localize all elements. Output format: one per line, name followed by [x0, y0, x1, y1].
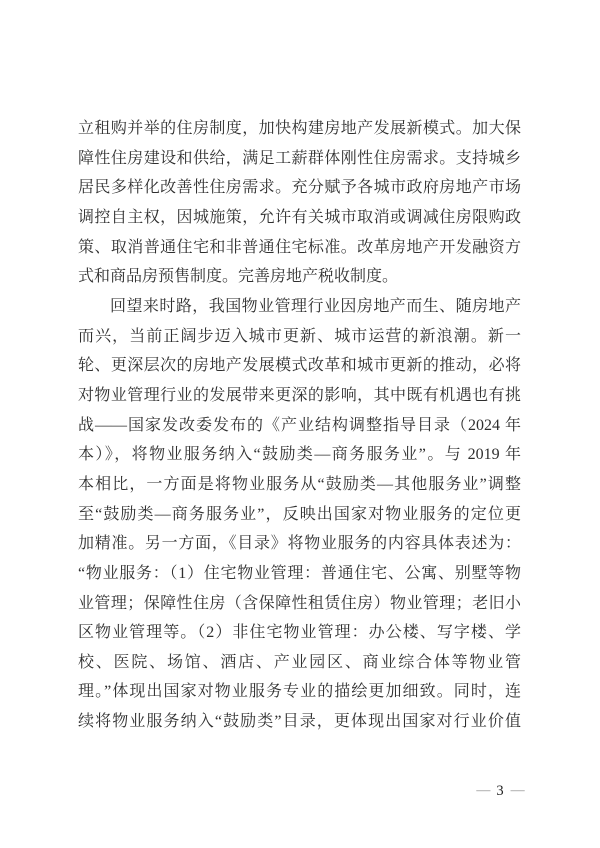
text-line: 至“鼓励类—商务服务业”，反映出国家对物业服务的定位更: [78, 505, 521, 523]
page-number: 3: [496, 783, 504, 799]
text-line: 对物业管理行业的发展带来更深的影响，其中既有机遇也有挑: [78, 386, 521, 404]
text-line: 加精准。另一方面，《目录》将物业服务的内容具体表述为：: [78, 535, 521, 553]
text-line: 理。”体现出国家对物业服务专业的描绘更加细致。同时，连: [78, 683, 521, 701]
text-line: 式和商品房预售制度。完善房地产税收制度。: [78, 268, 399, 286]
text-line: 策、取消普通住宅和非普通住宅标准。改革房地产开发融资方: [78, 238, 521, 256]
text-line: 调控自主权，因城施策，允许有关城市取消或调减住房限购政: [78, 208, 521, 226]
text-line: 障性住房建设和供给，满足工薪群体刚性住房需求。支持城乡: [78, 149, 521, 167]
text-line: 业管理；保障性住房（含保障性租赁住房）物业管理；老旧小: [78, 594, 521, 612]
text-line: “物业服务：（1）住宅物业管理：普通住宅、公寓、别墅等物: [78, 564, 521, 582]
text-line: 续将物业服务纳入“鼓励类”目录，更体现出国家对行业价值: [78, 713, 521, 731]
text-line: 居民多样化改善性住房需求。充分赋予各城市政府房地产市场: [78, 179, 521, 197]
text-line: 回望来时路，我国物业管理行业因房地产而生、随房地产: [110, 297, 521, 315]
text-line: 校、医院、场馆、酒店、产业园区、商业综合体等物业管: [78, 653, 521, 671]
document-body: [78, 114, 521, 737]
text-line: 立租购并举的住房制度，加快构建房地产发展新模式。加大保: [78, 120, 521, 137]
page-number-dash-left: —: [476, 783, 490, 798]
text-line: 本相比，一方面是将物业服务从“鼓励类—其他服务业”调整: [78, 475, 521, 493]
text-line: 战——国家发改委发布的《产业结构调整指导目录（2024 年: [78, 416, 521, 434]
text-line: 区物业管理等。（2）非住宅物业管理：办公楼、写字楼、学: [78, 624, 521, 642]
text-line: 本）》，将物业服务纳入“鼓励类—商务服务业”。与 2019 年: [78, 446, 521, 464]
text-line: 轮、更深层次的房地产发展模式改革和城市更新的推动，必将: [78, 357, 521, 375]
page-number-dash-right: —: [510, 783, 524, 798]
page-footer: [470, 781, 530, 801]
text-line: 而兴，当前正阔步迈入城市更新、城市运营的新浪潮。新一: [78, 327, 521, 345]
